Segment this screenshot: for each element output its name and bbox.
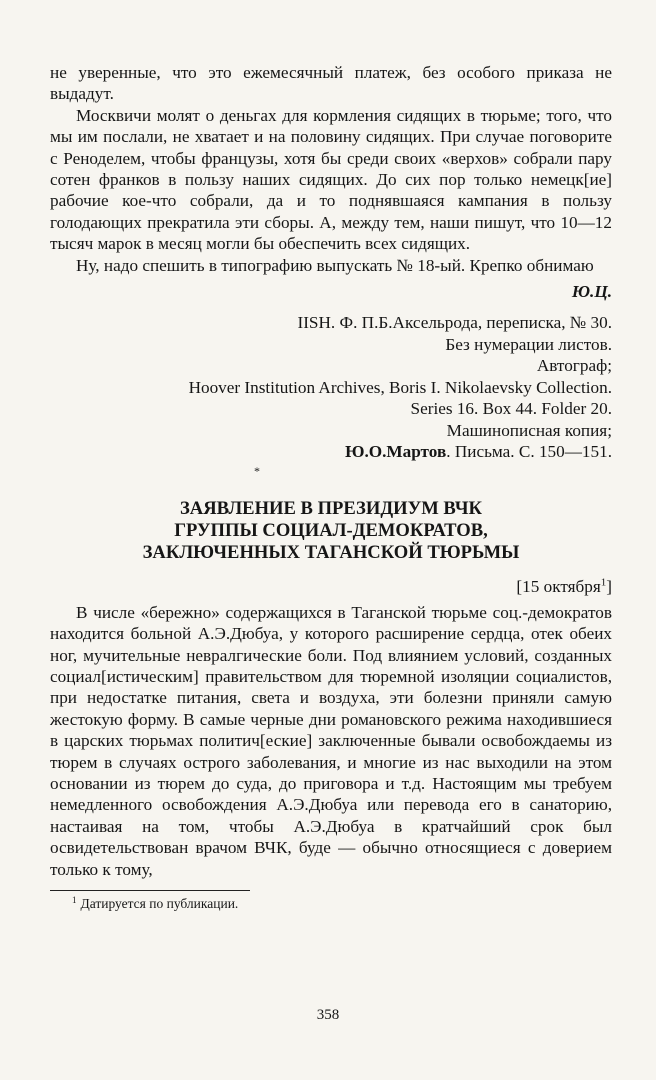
statement-title-line-1: ЗАЯВЛЕНИЕ В ПРЕЗИДИУМ ВЧК [179, 498, 483, 520]
footnote [50, 895, 612, 912]
source-line-1: IISH. Ф. П.Б.Аксельрода, переписка, № 30. [297, 313, 612, 333]
source-references [50, 312, 612, 462]
source-line-7-rest: . Письма. С. 150—151. [446, 441, 612, 461]
statement-title [50, 498, 612, 564]
statement-title-line-2: ГРУППЫ СОЦИАЛ-ДЕМОКРАТОВ, [174, 520, 488, 542]
source-line-6: Машинописная копия; [446, 420, 612, 440]
source-author: Ю.О.Мартов [345, 441, 447, 461]
page-number: 358 [316, 1007, 340, 1023]
statement-body: В числе «бережно» содержащихся в Таганской тюрьме соц.-демократов находится больной А.Э.Дюбуа, у которого расширение сердца, отек обеих ног, мучительные невралгические боли. Под влиянием условий, созданных социал[истическим] правительством для тюремной изоляции социалистов, при недостатке питания, света и воздуха, эти болезни приняли самую жестокую форму. В самые черные дни романовского режима находившиеся в царских тюрьмах политич[еские] заключенные бывали освобождаемы из тюрем в случаях острого заболевания, и многие из нас выходили на этом основании из тюрем до суда, до приговора и т.д. Настоящим мы требуем немедленного освобождения А.Э.Дюбуа или перевода его в санаторию, настаивая на том, чтобы А.Э.Дюбуа в кратчайший срок был освидетельствован врачом ВЧК, буде — обычно относящиеся с доверием только к тому, [50, 602, 612, 879]
letter-paragraph-2: Москвичи молят о деньгах для кормления сидящих в тюрьме; того, что мы им послали, не хватает и на половину сидящих. При случае поговорите с Реноделем, чтобы французы, хотя бы среди своих «верхов» собрали пару сотен франков в пользу наших сидящих. До сих пор только немецк[ие] рабочие кое-что собрали, да и то поднявшаяся кампания в пользу голодающих прекратила эти сборы. А, между тем, наши пишут, что 10—12 тысяч марок в месяц могли бы обеспечить всех сидящих. [50, 105, 612, 254]
source-line-7 [50, 441, 612, 462]
footnote-text: Датируется по публикации. [80, 896, 239, 911]
section-marker: * [254, 464, 260, 479]
footnote-divider [50, 890, 250, 891]
source-line-4: Hoover Institution Archives, Boris I. Nikolaevsky Collection. [188, 377, 612, 397]
letter-paragraph-1: не уверенные, что это ежемесячный платеж, без особого приказа не выдадут. [50, 63, 612, 104]
letter-signature: Ю.Ц. [571, 282, 612, 302]
page-content [50, 62, 612, 912]
source-line-3: Автограф; [536, 356, 612, 376]
source-line-5: Series 16. Box 44. Folder 20. [410, 399, 612, 419]
source-line-2: Без нумерации листов. [445, 334, 612, 354]
statement-date-close: ] [606, 577, 612, 597]
statement-date-text: [15 октября [516, 577, 601, 597]
statement-date [50, 576, 612, 597]
statement-title-line-3: ЗАКЛЮЧЕННЫХ ТАГАНСКОЙ ТЮРЬМЫ [142, 542, 520, 564]
letter-paragraph-3: Ну, надо спешить в типографию выпускать № 18-ый. Крепко обнимаю [76, 255, 594, 275]
footnote-reference: 1 [600, 576, 607, 589]
footnote-mark: 1 [72, 894, 77, 905]
